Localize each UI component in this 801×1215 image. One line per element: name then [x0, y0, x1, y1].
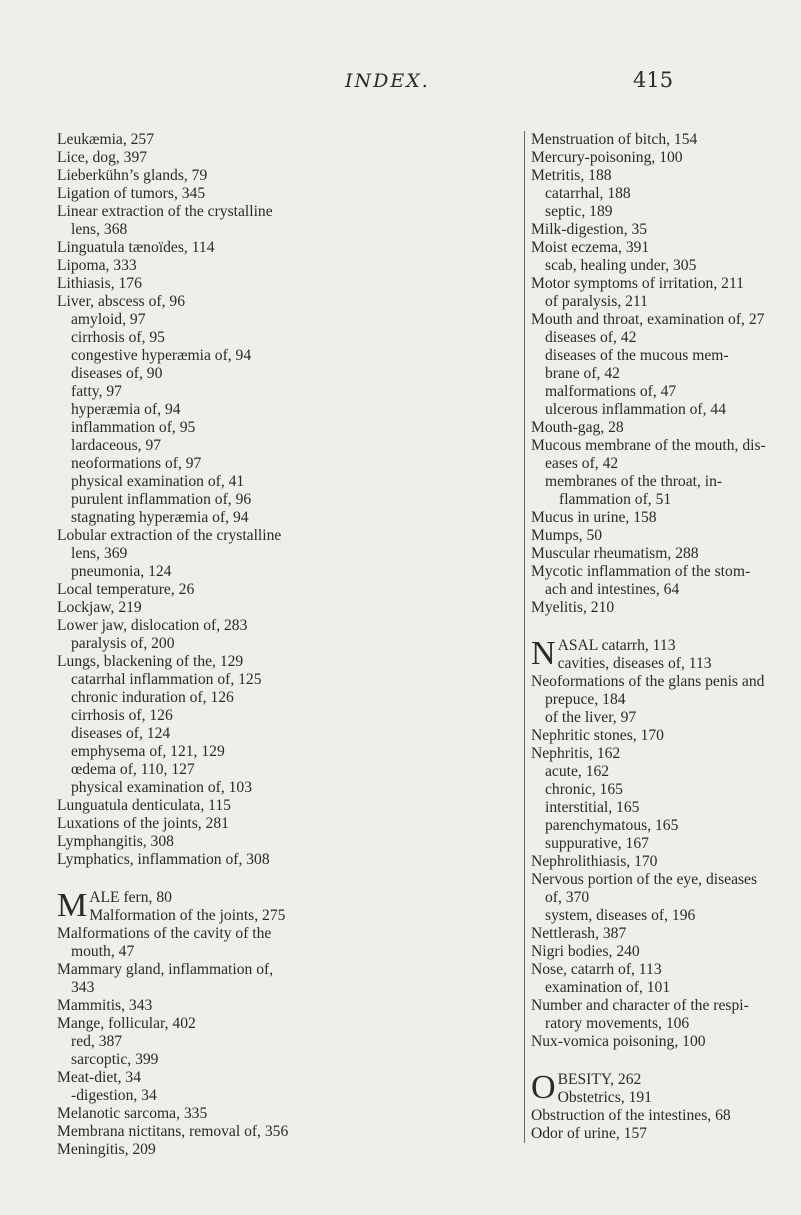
index-entry: Muscular rheumatism, 288: [531, 545, 699, 562]
index-subentry: ratory movements, 106: [545, 1015, 690, 1032]
index-entry: Neoformations of the glans penis and: [531, 673, 765, 690]
section-gap: [57, 869, 515, 889]
index-entry: Lungs, blackening of the, 129: [57, 653, 244, 670]
index-subentry: prepuce, 184: [545, 691, 626, 708]
index-entry: Membrana nictitans, removal of, 356: [57, 1123, 289, 1140]
index-subentry: interstitial, 165: [545, 799, 640, 816]
index-subentry: diseases of, 42: [545, 329, 637, 346]
index-entry: Meningitis, 209: [57, 1141, 156, 1158]
index-subentry: flammation of, 51: [559, 491, 672, 508]
index-entry: Mumps, 50: [531, 527, 603, 544]
index-subentry: Obstetrics, 191: [557, 1089, 652, 1106]
drop-cap: M: [57, 889, 88, 924]
index-entry: Lobular extraction of the crystalline: [57, 527, 282, 544]
index-entry: Mycotic inflammation of the stom-: [531, 563, 751, 580]
index-entry: Linguatula tænoïdes, 114: [57, 239, 215, 256]
section-start: [57, 889, 515, 925]
page-title: INDEX.: [345, 70, 430, 92]
index-subentry: scab, healing under, 305: [545, 257, 697, 274]
index-subentry: purulent inflammation of, 96: [71, 491, 252, 508]
index-entry: Metritis, 188: [531, 167, 612, 184]
index-subentry: neoformations of, 97: [71, 455, 202, 472]
index-subentry: 343: [71, 979, 95, 996]
index-entry: Mange, follicular, 402: [57, 1015, 196, 1032]
index-entry: Menstruation of bitch, 154: [531, 131, 698, 148]
index-subentry: catarrhal inflammation of, 125: [71, 671, 262, 688]
index-entry: Lithiasis, 176: [57, 275, 142, 292]
index-subentry: malformations of, 47: [545, 383, 677, 400]
index-subentry: ulcerous inflammation of, 44: [545, 401, 727, 418]
index-subentry: cirrhosis of, 95: [71, 329, 165, 346]
index-subentry: diseases of the mucous mem-: [545, 347, 729, 364]
index-entry: Lower jaw, dislocation of, 283: [57, 617, 248, 634]
index-subentry: acute, 162: [545, 763, 610, 780]
index-subentry: examination of, 101: [545, 979, 671, 996]
index-entry: Lice, dog, 397: [57, 149, 148, 166]
index-entry: Lockjaw, 219: [57, 599, 142, 616]
index-subentry: stagnating hyperæmia of, 94: [71, 509, 249, 526]
index-subentry: fatty, 97: [71, 383, 122, 400]
index-subentry: inflammation of, 95: [71, 419, 196, 436]
index-entry: Nervous portion of the eye, diseases: [531, 871, 758, 888]
index-entry: Melanotic sarcoma, 335: [57, 1105, 208, 1122]
index-subentry: congestive hyperæmia of, 94: [71, 347, 252, 364]
index-entry: Lieberkühn’s glands, 79: [57, 167, 208, 184]
index-entry: Lymphatics, inflammation of, 308: [57, 851, 270, 868]
index-subentry: suppurative, 167: [545, 835, 649, 852]
index-subentry: lardaceous, 97: [71, 437, 162, 454]
index-subentry: system, diseases of, 196: [545, 907, 696, 924]
index-entry: Lunguatula denticulata, 115: [57, 797, 231, 814]
index-entry: Liver, abscess of, 96: [57, 293, 185, 310]
index-subentry: cirrhosis of, 126: [71, 707, 173, 724]
index-subentry: -digestion, 34: [71, 1087, 157, 1104]
index-subentry: physical examination of, 103: [71, 779, 253, 796]
index-subentry: chronic, 165: [545, 781, 623, 798]
index-entry: Obstruction of the intestines, 68: [531, 1107, 731, 1124]
index-entry: Myelitis, 210: [531, 599, 615, 616]
page-header: [0, 70, 801, 100]
index-subentry: eases of, 42: [545, 455, 619, 472]
index-entry: Nose, catarrh of, 113: [531, 961, 662, 978]
index-subentry: physical examination of, 41: [71, 473, 245, 490]
index-entry: Nephritic stones, 170: [531, 727, 664, 744]
page-number: 415: [633, 68, 674, 92]
index-subentry: of paralysis, 211: [545, 293, 648, 310]
index-entry: Nigri bodies, 240: [531, 943, 640, 960]
index-entry: Lipoma, 333: [57, 257, 137, 274]
index-subentry: lens, 368: [71, 221, 128, 238]
index-entry: Motor symptoms of irritation, 211: [531, 275, 744, 292]
index-subentry: diseases of, 124: [71, 725, 171, 742]
index-entry: Odor of urine, 157: [531, 1125, 648, 1142]
index-entry: Mucous membrane of the mouth, dis-: [531, 437, 766, 454]
index-subentry: Malformation of the joints, 275: [89, 907, 286, 924]
index-entry: Nephritis, 162: [531, 745, 621, 762]
index-entry: Local temperature, 26: [57, 581, 195, 598]
index-entry: Mouth and throat, examination of, 27: [531, 311, 765, 328]
index-subentry: lens, 369: [71, 545, 128, 562]
index-subentry: of, 370: [545, 889, 590, 906]
index-entry: Mercury-poisoning, 100: [531, 149, 683, 166]
index-entry: Nux-vomica poisoning, 100: [531, 1033, 706, 1050]
index-subentry: diseases of, 90: [71, 365, 163, 382]
index-entry: Lymphangitis, 308: [57, 833, 174, 850]
index-entry: Meat-diet, 34: [57, 1069, 142, 1086]
index-column-left: [57, 131, 515, 1159]
index-entry: Milk-digestion, 35: [531, 221, 648, 238]
index-subentry: membranes of the throat, in-: [545, 473, 723, 490]
index-entry: Mucus in urine, 158: [531, 509, 657, 526]
index-entry: ALE fern, 80: [89, 889, 172, 906]
section-start: [531, 637, 793, 673]
index-entry: BESITY, 262: [557, 1071, 642, 1088]
index-subentry: cavities, diseases of, 113: [557, 655, 712, 672]
index-entry: Leukæmia, 257: [57, 131, 155, 148]
index-entry: Moist eczema, 391: [531, 239, 650, 256]
drop-cap: N: [531, 637, 556, 672]
index-entry: Number and character of the respi-: [531, 997, 749, 1014]
index-entry: Nettlerash, 387: [531, 925, 627, 942]
index-subentry: chronic induration of, 126: [71, 689, 234, 706]
index-subentry: œdema of, 110, 127: [71, 761, 195, 778]
index-column-right: [524, 131, 793, 1143]
index-subentry: parenchymatous, 165: [545, 817, 679, 834]
index-subentry: amyloid, 97: [71, 311, 146, 328]
index-entry: Nephrolithiasis, 170: [531, 853, 658, 870]
index-subentry: sarcoptic, 399: [71, 1051, 159, 1068]
drop-cap: O: [531, 1071, 556, 1106]
index-entry: Luxations of the joints, 281: [57, 815, 229, 832]
index-entry: Mouth-gag, 28: [531, 419, 624, 436]
index-entry: ASAL catarrh, 113: [557, 637, 676, 654]
index-entry: Mammary gland, inflammation of,: [57, 961, 274, 978]
index-subentry: septic, 189: [545, 203, 613, 220]
index-subentry: catarrhal, 188: [545, 185, 631, 202]
index-entry: Malformations of the cavity of the: [57, 925, 272, 942]
index-entry: Linear extraction of the crystalline: [57, 203, 273, 220]
index-subentry: brane of, 42: [545, 365, 620, 382]
index-subentry: red, 387: [71, 1033, 123, 1050]
index-subentry: paralysis of, 200: [71, 635, 175, 652]
section-gap: [531, 1051, 793, 1071]
section-start: [531, 1071, 793, 1107]
index-subentry: pneumonia, 124: [71, 563, 172, 580]
index-subentry: of the liver, 97: [545, 709, 637, 726]
index-subentry: mouth, 47: [71, 943, 135, 960]
index-entry: Ligation of tumors, 345: [57, 185, 206, 202]
index-subentry: ach and intestines, 64: [545, 581, 680, 598]
index-subentry: emphysema of, 121, 129: [71, 743, 225, 760]
index-entry: Mammitis, 343: [57, 997, 153, 1014]
section-gap: [531, 617, 793, 637]
index-subentry: hyperæmia of, 94: [71, 401, 181, 418]
